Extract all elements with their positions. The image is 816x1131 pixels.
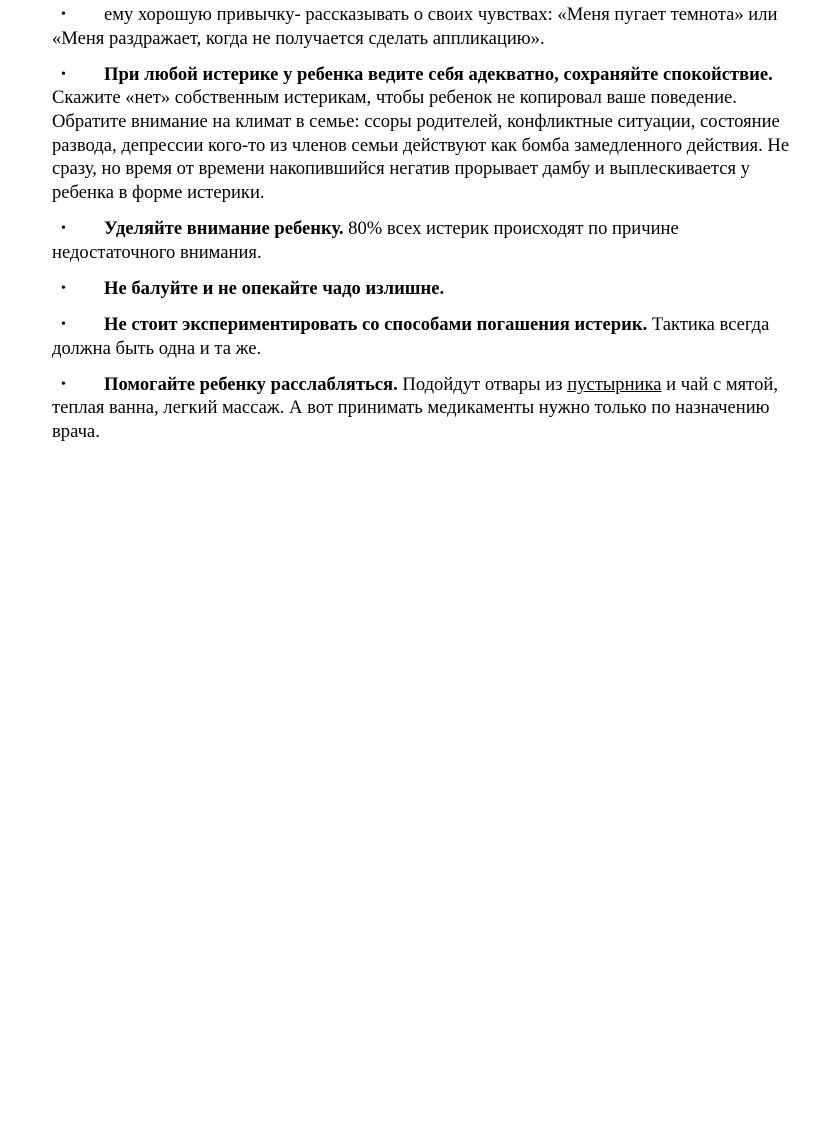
item-bold-heading: При любой истерике у ребенка ведите себя адекватно, сохраняйте спокойствие. bbox=[104, 63, 773, 85]
list-item bbox=[52, 373, 802, 444]
item-text: Тактика всегда должна быть одна и та же. bbox=[52, 313, 770, 359]
bullet-icon: • bbox=[61, 376, 66, 392]
bullet-icon: • bbox=[61, 280, 66, 296]
item-text: 80% всех истерик происходят по причине недостаточного внимания. bbox=[52, 217, 679, 263]
list-item bbox=[52, 3, 802, 50]
item-bold-heading: Не стоит экспериментировать со способами погашения истерик. bbox=[104, 313, 648, 335]
item-bold-heading: Уделяйте внимание ребенку. bbox=[104, 217, 344, 239]
list-item bbox=[52, 217, 802, 264]
list-item bbox=[52, 313, 802, 360]
motherwort-link[interactable]: пустырника bbox=[567, 373, 662, 395]
list-item bbox=[52, 277, 802, 301]
item-text: и чай с мятой, теплая ванна, легкий массаж. А вот принимать медикаменты нужно только по назначению врача. bbox=[52, 373, 778, 442]
item-text: Скажите «нет» собственным истерикам, чтобы ребенок не копировал ваше поведение. Обратите внимание на климат в семье: ссоры родителей, конфликтные ситуации, состояние развода, депрессии кого-то из членов семьи действуют как бомба замедленного действия. Не сразу, но время от времени накопившийся негатив прорывает дамбу и выплескивается у ребенка в форме истерики. bbox=[52, 87, 790, 203]
bullet-icon: • bbox=[61, 220, 66, 236]
list-item bbox=[52, 63, 802, 205]
item-text: Подойдут отвары из bbox=[397, 373, 568, 395]
item-text: ему хорошую привычку- рассказывать о своих чувствах: «Меня пугает темнота» или «Меня раздражает, когда не получается сделать аппликацию». bbox=[52, 4, 778, 49]
bullet-icon: • bbox=[61, 7, 66, 22]
bullet-icon: • bbox=[61, 316, 66, 332]
document-page bbox=[52, 3, 802, 456]
item-bold-heading: Не балуйте и не опекайте чадо излишне. bbox=[104, 277, 445, 299]
bullet-icon: • bbox=[61, 66, 66, 82]
item-bold-heading: Помогайте ребенку расслабляться. bbox=[104, 373, 398, 395]
